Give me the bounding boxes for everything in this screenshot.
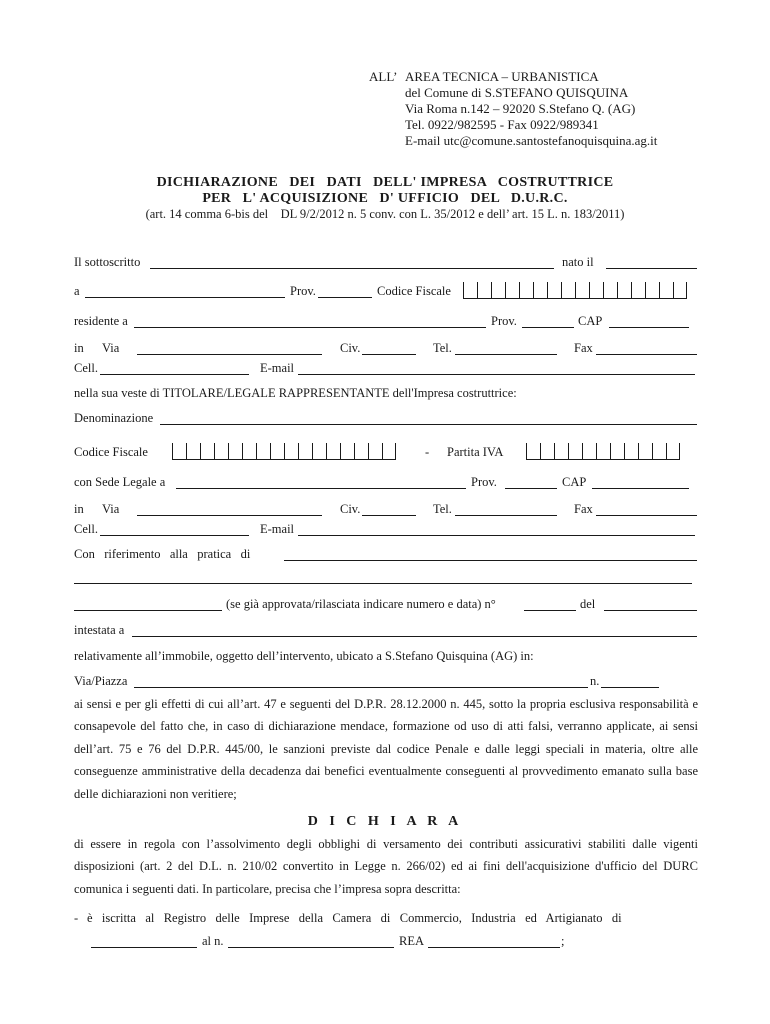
field-company-phone[interactable] bbox=[455, 502, 557, 516]
field-property-number[interactable] bbox=[601, 674, 659, 688]
label-a: a bbox=[74, 284, 80, 298]
municipality-name: del Comune di S.STEFANO QUISQUINA bbox=[405, 85, 629, 100]
office-email: E-mail utc@comune.santostefanoquisquina.ag.it bbox=[405, 133, 658, 148]
label-nato-il: nato il bbox=[562, 255, 594, 269]
dichiara-paragraph: di essere in regola con l’assolvimento degli obblighi di versamento dei contributi assicurativi stabiliti dalle vigenti disposizioni (art. 2 del D.L. n. 210/02 convertito in Legge n. 266/02) ed ai fini dell'acquisizione d'ufficio del DURC comunica i seguenti dati. In particolare, precisa che l’impresa sopra descritta: bbox=[74, 837, 698, 896]
row-holder bbox=[0, 623, 770, 641]
field-company-street[interactable] bbox=[137, 502, 322, 516]
row-role bbox=[0, 386, 770, 404]
role-statement: nella sua veste di TITOLARE/LEGALE RAPPRESENTANTE dell'Impresa costruttrice: bbox=[74, 386, 517, 400]
field-residence-number[interactable] bbox=[362, 341, 416, 355]
field-company-fax[interactable] bbox=[596, 502, 697, 516]
field-birth-province[interactable] bbox=[318, 284, 372, 298]
field-rea-number[interactable] bbox=[428, 934, 560, 948]
label-email-company: E-mail bbox=[260, 522, 295, 536]
field-person-email[interactable] bbox=[298, 361, 695, 375]
document-subtitle: (art. 14 comma 6-bis del DL 9/2/2012 n. 5 conv. con L. 35/2012 e dell’ art. 15 L. n. 183/2011) bbox=[145, 207, 625, 221]
field-property-street[interactable] bbox=[134, 674, 588, 688]
label-fax-company: Fax bbox=[574, 502, 593, 516]
row-company-contacts bbox=[0, 522, 770, 540]
field-legal-seat-province[interactable] bbox=[505, 475, 557, 489]
label-prov-residence: Prov. bbox=[491, 314, 517, 328]
field-practice-reference-continued[interactable] bbox=[74, 570, 692, 584]
label-sede-legale: con Sede Legale a bbox=[74, 475, 166, 489]
label-via-company: Via bbox=[102, 502, 120, 516]
label-residente: residente a bbox=[74, 314, 128, 328]
label-del: del bbox=[580, 597, 596, 611]
field-legal-seat-cap[interactable] bbox=[592, 475, 689, 489]
row-property-address bbox=[0, 674, 770, 692]
bullet-marker: - bbox=[74, 911, 79, 925]
field-birthplace[interactable] bbox=[85, 284, 285, 298]
row-residence bbox=[0, 314, 770, 332]
label-cell: Cell. bbox=[74, 361, 98, 375]
label-email: E-mail bbox=[260, 361, 295, 375]
office-name: AREA TECNICA – URBANISTICA bbox=[405, 69, 599, 84]
tax-separator-dash: - bbox=[425, 445, 430, 459]
field-approval-prefix[interactable] bbox=[74, 597, 222, 611]
field-vat-number[interactable] bbox=[526, 443, 680, 460]
label-prov: Prov. bbox=[290, 284, 316, 298]
label-prov-seat: Prov. bbox=[471, 475, 497, 489]
label-company-codice-fiscale: Codice Fiscale bbox=[74, 445, 148, 459]
document-title-line-1: DICHIARAZIONE DEI DATI DELL' IMPRESA COSTRUTTRICE bbox=[156, 175, 614, 190]
label-numero: n. bbox=[590, 674, 600, 688]
row-practice-reference bbox=[0, 547, 770, 565]
label-cap-seat: CAP bbox=[562, 475, 587, 489]
label-denominazione: Denominazione bbox=[74, 411, 154, 425]
field-residence-street[interactable] bbox=[137, 341, 322, 355]
label-codice-fiscale: Codice Fiscale bbox=[377, 284, 451, 298]
label-cell-company: Cell. bbox=[74, 522, 98, 536]
declaration-paragraph: ai sensi e per gli effetti di cui all’art. 47 e seguenti del D.P.R. 28.12.2000 n. 445, sotto la propria esclusiva responsabilità e consapevole del fatto che, in caso di dichiarazione mendace, formazione od uso di atti falsi, verranno applicate, ai sensi dell’art. 75 e 76 del D.P.R. 445/00, le sanzioni previste dal codice Penale e dalle leggi speciali in materia, oltre alle conseguenze amministrative della decadenza dai benefici eventualmente conseguenti al provvedimento emanato sulla base delle dichiarazioni non veritiere; bbox=[74, 697, 698, 801]
office-phone-fax: Tel. 0922/982595 - Fax 0922/989341 bbox=[405, 117, 599, 132]
row-residence-address bbox=[0, 341, 770, 359]
field-residence-province[interactable] bbox=[522, 314, 574, 328]
label-civ-company: Civ. bbox=[340, 502, 361, 516]
label-gia-approvata: (se già approvata/rilasciata indicare numero e data) n° bbox=[226, 597, 496, 611]
field-person-phone[interactable] bbox=[455, 341, 557, 355]
field-company-tax-code[interactable] bbox=[172, 443, 396, 460]
bullet-register bbox=[0, 911, 770, 929]
field-register-number[interactable] bbox=[228, 934, 394, 948]
field-company-email[interactable] bbox=[298, 522, 695, 536]
row-register-details bbox=[0, 934, 770, 952]
field-company-number[interactable] bbox=[362, 502, 416, 516]
field-person-mobile[interactable] bbox=[100, 361, 249, 375]
label-civ: Civ. bbox=[340, 341, 361, 355]
label-sottoscritto: Il sottoscritto bbox=[74, 255, 141, 269]
label-intestata: intestata a bbox=[74, 623, 125, 637]
field-signatory-name[interactable] bbox=[150, 255, 554, 269]
label-via: Via bbox=[102, 341, 120, 355]
label-cap-residence: CAP bbox=[578, 314, 603, 328]
label-tel: Tel. bbox=[433, 341, 452, 355]
bullet-end-semicolon: ; bbox=[561, 934, 565, 948]
field-person-tax-code[interactable] bbox=[463, 282, 687, 299]
label-partita-iva: Partita IVA bbox=[447, 445, 504, 459]
row-company-tax bbox=[0, 445, 770, 463]
row-person-contacts bbox=[0, 361, 770, 379]
row-signatory bbox=[0, 255, 770, 273]
field-register-city[interactable] bbox=[91, 934, 197, 948]
field-approval-number[interactable] bbox=[524, 597, 576, 611]
field-practice-reference[interactable] bbox=[284, 547, 697, 561]
row-birthplace bbox=[0, 284, 770, 302]
row-property bbox=[0, 649, 770, 667]
row-company-address bbox=[0, 502, 770, 520]
field-residence-cap[interactable] bbox=[609, 314, 689, 328]
field-residence-city[interactable] bbox=[134, 314, 486, 328]
office-address: Via Roma n.142 – 92020 S.Stefano Q. (AG) bbox=[405, 101, 636, 116]
label-al-n: al n. bbox=[202, 934, 224, 948]
property-statement: relativamente all’immobile, oggetto dell’intervento, ubicato a S.Stefano Quisquina (AG) in: bbox=[74, 649, 534, 663]
field-person-fax[interactable] bbox=[596, 341, 697, 355]
label-riferimento: Con riferimento alla pratica di bbox=[74, 547, 251, 561]
label-rea: REA bbox=[399, 934, 424, 948]
label-fax: Fax bbox=[574, 341, 593, 355]
field-legal-seat-city[interactable] bbox=[176, 475, 466, 489]
label-via-piazza: Via/Piazza bbox=[74, 674, 128, 688]
row-practice-continuation bbox=[0, 570, 770, 588]
bullet-register-text: è iscritta al Registro delle Imprese della Camera di Commercio, Industria ed Artigianato di bbox=[87, 911, 622, 925]
row-approval bbox=[0, 597, 770, 615]
dichiara-heading: D I C H I A R A bbox=[307, 814, 463, 829]
document-title-line-2: PER L' ACQUISIZIONE D' UFFICIO DEL D.U.R.C. bbox=[202, 191, 568, 206]
row-legal-seat bbox=[0, 475, 770, 493]
field-company-name[interactable] bbox=[160, 411, 697, 425]
recipient-prefix: ALL’ bbox=[369, 69, 398, 84]
label-in: in bbox=[74, 341, 84, 355]
field-holder[interactable] bbox=[132, 623, 697, 637]
field-company-mobile[interactable] bbox=[100, 522, 249, 536]
field-approval-date[interactable] bbox=[604, 597, 697, 611]
label-tel-company: Tel. bbox=[433, 502, 452, 516]
field-birth-date[interactable] bbox=[606, 255, 697, 269]
label-in-company: in bbox=[74, 502, 84, 516]
row-company-name bbox=[0, 411, 770, 429]
